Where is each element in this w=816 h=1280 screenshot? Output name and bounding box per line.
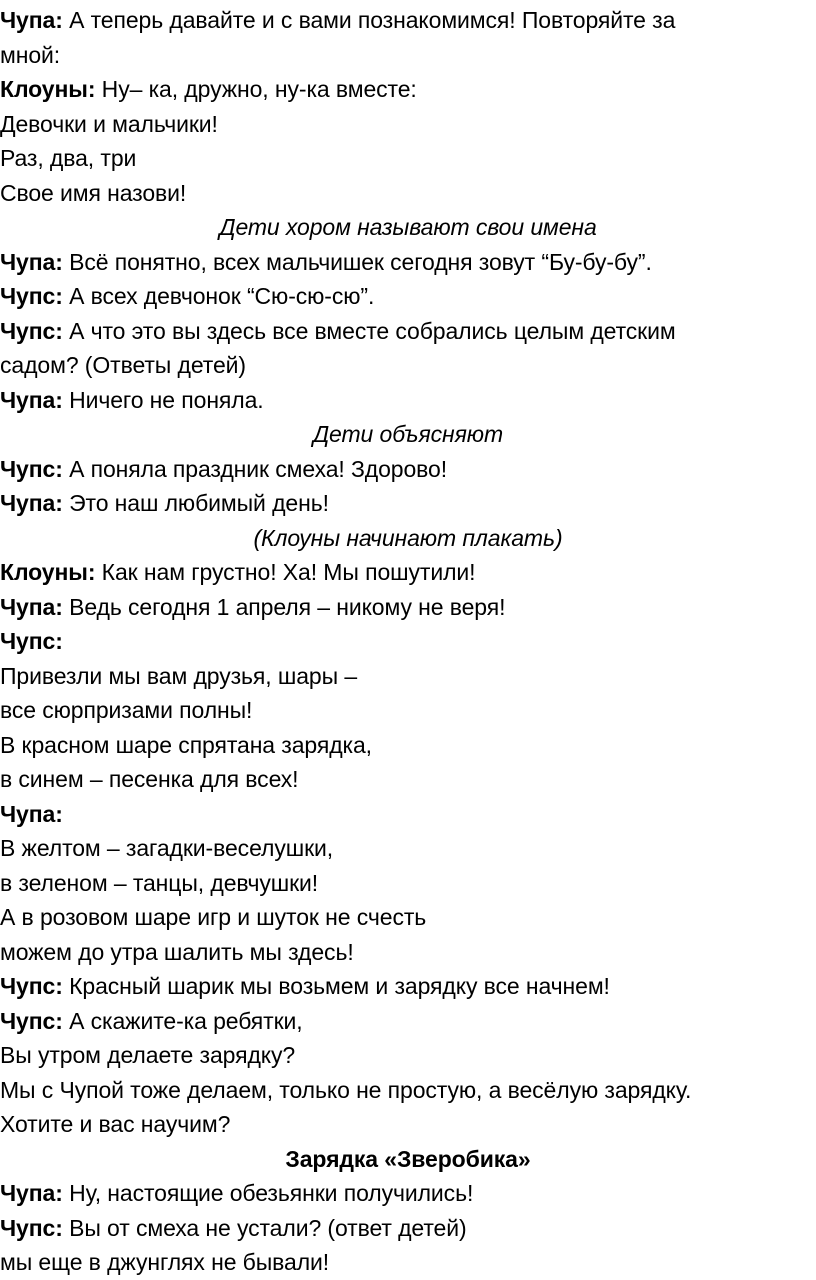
text-line: можем до утра шалить мы здесь! xyxy=(0,938,354,965)
line-text: Всё понятно, всех мальчишек сегодня зовут “Бу-бу-бу”. xyxy=(62,248,652,275)
text-line: В красном шаре спрятана зарядка, xyxy=(0,731,372,758)
text-line: Свое имя назови! xyxy=(0,179,187,206)
line-text: А скажите-ка ребятки, xyxy=(62,1007,303,1034)
line-text: Ну– ка, дружно, ну-ка вместе: xyxy=(95,76,417,102)
line-text: Ну, настоящие обезьянки получились! xyxy=(62,1180,474,1206)
line-text: Красный шарик мы возьмем и зарядку все начнем! xyxy=(62,973,610,999)
speaker-name: Клоуны: xyxy=(0,76,96,102)
text-line: Раз, два, три xyxy=(0,145,137,171)
line-text: Это наш любимый день! xyxy=(62,490,329,516)
dialogue-line xyxy=(0,72,816,107)
dialogue-line xyxy=(0,245,816,280)
line-text: А поняла праздник смеха! Здорово! xyxy=(62,455,448,482)
text-line: в зеленом – танцы, девчушки! xyxy=(0,869,319,896)
speaker-name: Чупа: xyxy=(0,386,63,413)
dialogue-line xyxy=(0,314,816,349)
line-text: А теперь давайте и с вами познакомимся! Повторяйте за xyxy=(62,7,676,33)
text-line: в синем – песенка для всех! xyxy=(0,766,299,792)
dialogue-line xyxy=(0,590,816,625)
stage-direction: Дети объясняют xyxy=(312,421,504,447)
section-heading: Зарядка «Зверобика» xyxy=(285,1145,531,1172)
speaker-name: Чупс: xyxy=(0,283,63,309)
dialogue-line xyxy=(0,1004,816,1039)
speaker-name: Чупа: xyxy=(0,800,63,827)
dialogue-line xyxy=(0,1176,816,1211)
dialogue-line xyxy=(0,555,816,590)
dialogue-line xyxy=(0,3,816,38)
text-line: Вы утром делаете зарядку? xyxy=(0,1042,296,1068)
line-text: А всех девчонок “Сю-сю-сю”. xyxy=(62,283,375,309)
speaker-name: Чупа: xyxy=(0,7,63,33)
line-text: Вы от смеха не устали? (ответ детей) xyxy=(62,1214,467,1241)
dialogue-line xyxy=(0,279,816,314)
line-text: А что это вы здесь все вместе собрались целым детским xyxy=(62,317,676,344)
dialogue-line xyxy=(0,452,816,487)
text-line: мы еще в джунглях не бывали! xyxy=(0,1249,330,1275)
speaker-name: Чупс: xyxy=(0,1214,63,1241)
text-line: все сюрпризами полны! xyxy=(0,697,253,723)
dialogue-line xyxy=(0,969,816,1004)
dialogue-line xyxy=(0,624,816,659)
dialogue-line xyxy=(0,383,816,418)
dialogue-line xyxy=(0,486,816,521)
text-line: мной: xyxy=(0,41,61,68)
stage-direction: Дети хором называют свои имена xyxy=(219,214,597,240)
speaker-name: Чупс: xyxy=(0,317,63,344)
line-text: Как нам грустно! Ха! Мы пошутили! xyxy=(95,559,476,585)
text-line: В желтом – загадки-веселушки, xyxy=(0,835,334,861)
stage-direction: (Клоуны начинают плакать) xyxy=(253,524,563,551)
speaker-name: Чупс: xyxy=(0,628,63,654)
text-line: Хотите и вас научим? xyxy=(0,1111,231,1137)
speaker-name: Чупа: xyxy=(0,1180,63,1206)
speaker-name: Чупа: xyxy=(0,593,63,620)
line-text: Ведь сегодня 1 апреля – никому не веря! xyxy=(62,593,506,620)
speaker-name: Чупа: xyxy=(0,248,63,275)
text-line: Девочки и мальчики! xyxy=(0,110,218,137)
dialogue-line xyxy=(0,797,816,832)
text-line: А в розовом шаре игр и шуток не счесть xyxy=(0,904,427,930)
dialogue-line xyxy=(0,1211,816,1246)
text-line: Привезли мы вам друзья, шары – xyxy=(0,662,358,689)
text-line: Мы с Чупой тоже делаем, только не простую, а весёлую зарядку. xyxy=(0,1076,692,1103)
speaker-name: Чупа: xyxy=(0,490,63,516)
speaker-name: Клоуны: xyxy=(0,559,96,585)
text-line: садом? (Ответы детей) xyxy=(0,352,246,378)
speaker-name: Чупс: xyxy=(0,455,63,482)
line-text: Ничего не поняла. xyxy=(62,386,264,413)
speaker-name: Чупс: xyxy=(0,1007,63,1034)
speaker-name: Чупс: xyxy=(0,973,63,999)
